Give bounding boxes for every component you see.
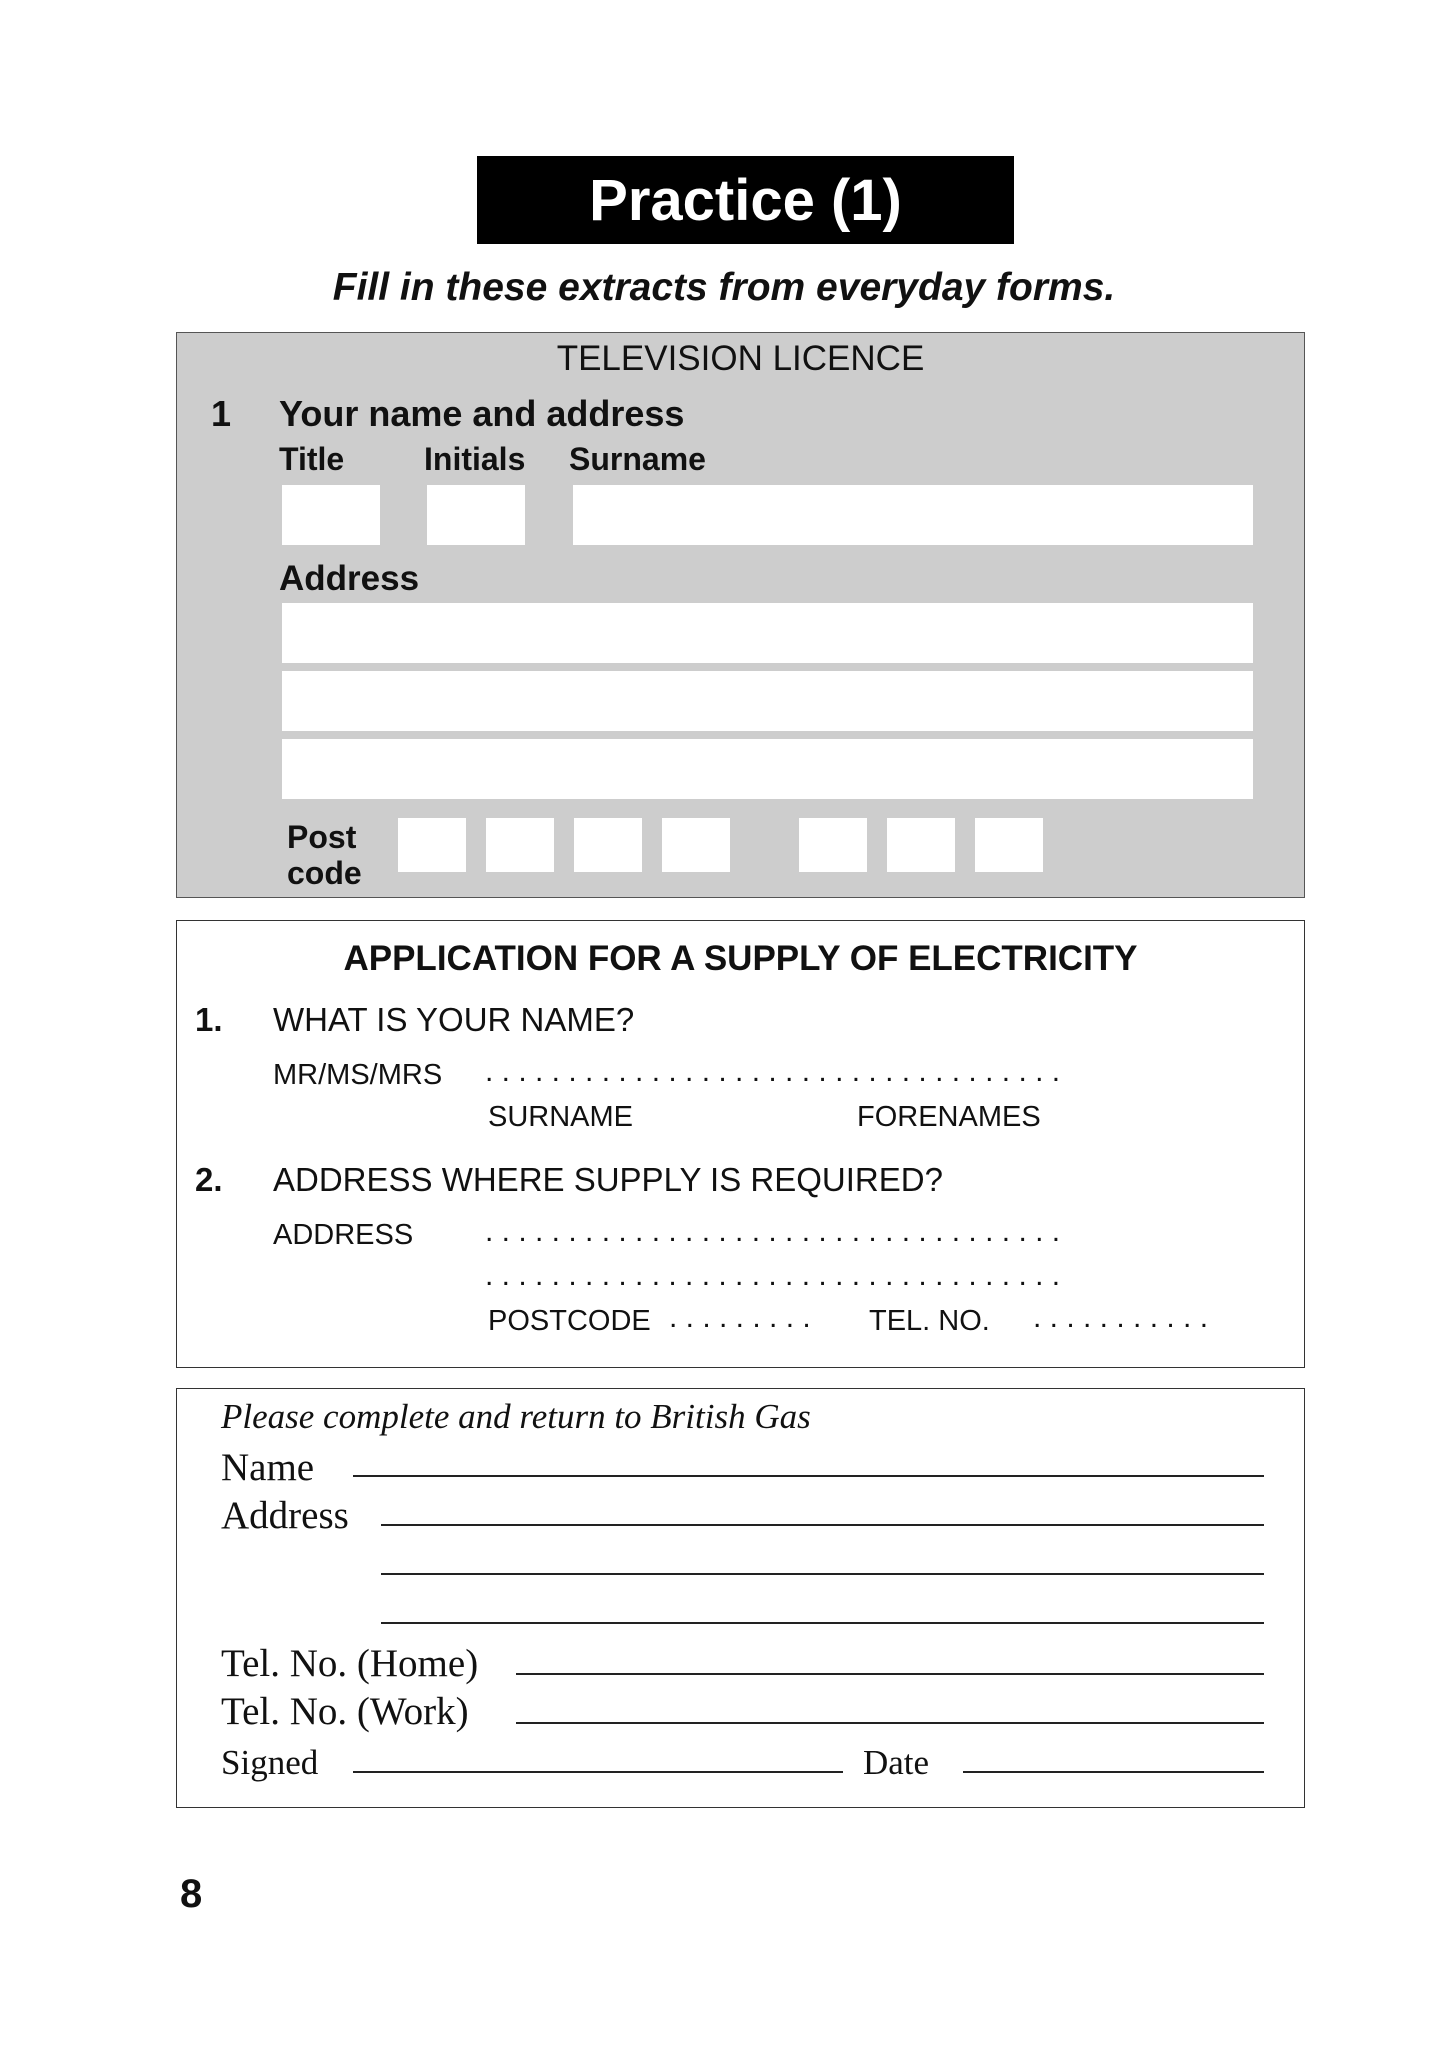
question-1-text: WHAT IS YOUR NAME? [273, 1001, 635, 1038]
tel-dotted-field[interactable]: . . . . . . . . . . . [1033, 1301, 1209, 1334]
address-dotted-field-1[interactable]: . . . . . . . . . . . . . . . . . . . . . . . . . . . . . . . . . . . [485, 1215, 1061, 1248]
gas-name-label: Name [221, 1446, 315, 1489]
british-gas-form [176, 1388, 1305, 1808]
tv-section-number: 1 [211, 393, 232, 434]
initials-input[interactable] [427, 485, 525, 545]
address-line-1-input[interactable] [282, 603, 1253, 663]
address-dotted-field-2[interactable]: . . . . . . . . . . . . . . . . . . . . . . . . . . . . . . . . . . . [485, 1259, 1061, 1292]
postcode-label-line2: code [287, 855, 362, 891]
name-dotted-field[interactable]: . . . . . . . . . . . . . . . . . . . . . . . . . . . . . . . . . . . [485, 1055, 1061, 1088]
tv-licence-heading: TELEVISION LICENCE [556, 339, 925, 378]
question-2-text: ADDRESS WHERE SUPPLY IS REQUIRED? [273, 1161, 943, 1198]
gas-tel-work-line[interactable] [516, 1722, 1264, 1724]
gas-address-line-1[interactable] [381, 1524, 1264, 1526]
question-2-number: 2. [195, 1161, 223, 1198]
postcode-label [287, 819, 362, 891]
postcode-caption: POSTCODE [488, 1305, 651, 1337]
postcode-label-line1: Post [287, 819, 357, 855]
postcode-box-7[interactable] [975, 818, 1043, 872]
address-line-3-input[interactable] [282, 739, 1253, 799]
electricity-form [176, 920, 1305, 1368]
address-label: Address [279, 559, 420, 598]
postcode-box-4[interactable] [662, 818, 730, 872]
gas-signed-line[interactable] [353, 1771, 843, 1773]
address-caption: ADDRESS [273, 1219, 414, 1251]
forenames-caption: FORENAMES [857, 1101, 1041, 1133]
page-number: 8 [180, 1872, 203, 1916]
gas-tel-work-label: Tel. No. (Work) [221, 1690, 469, 1733]
gas-address-line-3[interactable] [381, 1622, 1264, 1624]
gas-date-line[interactable] [963, 1771, 1264, 1773]
tel-caption: TEL. NO. [869, 1305, 990, 1337]
postcode-box-3[interactable] [574, 818, 642, 872]
gas-signed-label: Signed [221, 1743, 319, 1782]
page-subtitle: Fill in these extracts from everyday forms. [332, 266, 1116, 309]
gas-date-label: Date [863, 1743, 930, 1782]
question-1-number: 1. [195, 1001, 223, 1038]
postcode-box-5[interactable] [799, 818, 867, 872]
gas-name-line[interactable] [353, 1475, 1264, 1477]
gas-intro: Please complete and return to British Gas [221, 1397, 811, 1436]
tv-section-title: Your name and address [279, 393, 685, 434]
initials-label: Initials [424, 441, 526, 477]
surname-label: Surname [569, 441, 706, 477]
tv-licence-form [176, 332, 1305, 898]
title-input[interactable] [282, 485, 380, 545]
postcode-box-6[interactable] [887, 818, 955, 872]
gas-tel-home-line[interactable] [516, 1673, 1264, 1675]
surname-caption: SURNAME [488, 1101, 634, 1133]
page-title [477, 156, 1014, 244]
page-title-text: Practice (1) [589, 167, 902, 233]
electricity-heading: APPLICATION FOR A SUPPLY OF ELECTRICITY [343, 939, 1138, 978]
gas-address-line-2[interactable] [381, 1573, 1264, 1575]
title-label: Title [279, 441, 345, 477]
name-prefix-label: MR/MS/MRS [273, 1059, 443, 1091]
gas-tel-home-label: Tel. No. (Home) [221, 1642, 479, 1685]
address-line-2-input[interactable] [282, 671, 1253, 731]
gas-address-label: Address [221, 1494, 349, 1537]
surname-input[interactable] [573, 485, 1253, 545]
postcode-dotted-field[interactable]: . . . . . . . . . [669, 1301, 811, 1334]
postcode-box-1[interactable] [398, 818, 466, 872]
postcode-box-2[interactable] [486, 818, 554, 872]
